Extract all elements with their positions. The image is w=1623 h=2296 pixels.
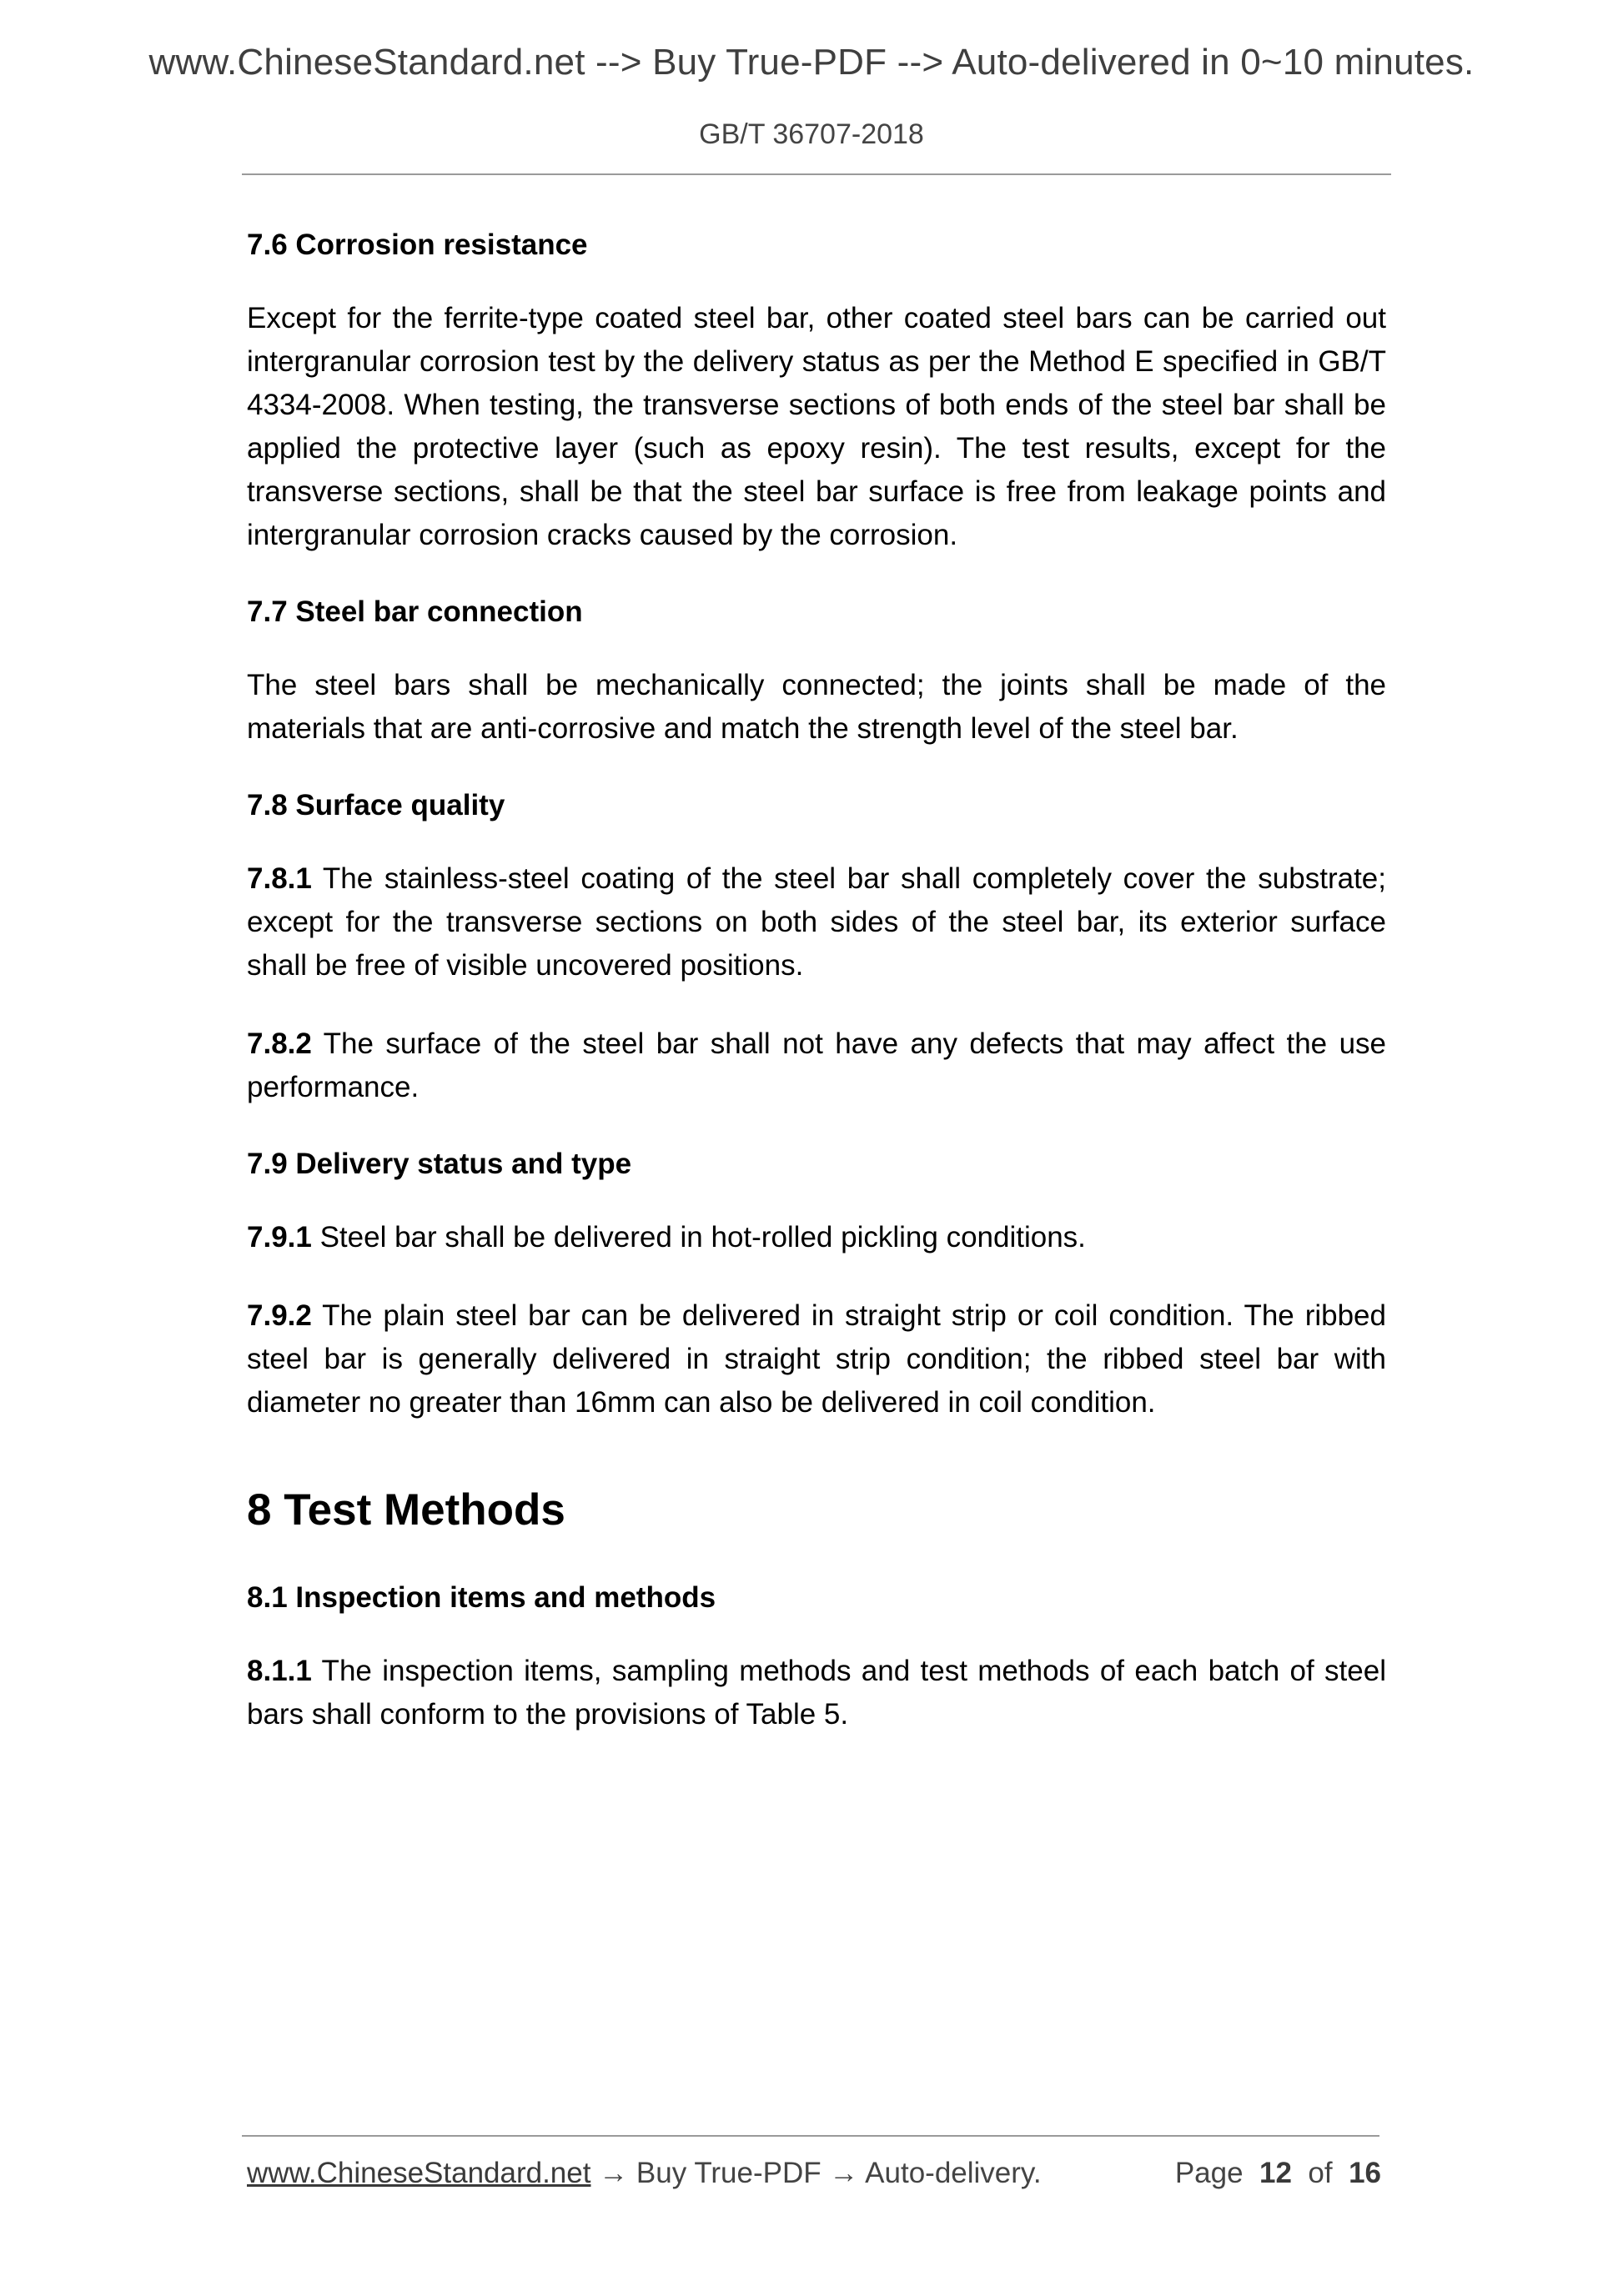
- clause-number: 7.8.2: [247, 1027, 312, 1060]
- footer-divider: [242, 2135, 1379, 2137]
- page-number: 12: [1259, 2157, 1292, 2189]
- clause-7-8-2: [247, 1022, 1386, 1109]
- clause-number: 7.9.2: [247, 1299, 312, 1332]
- clause-7-8-1: [247, 857, 1386, 987]
- heading-7-9: 7.9 Delivery status and type: [247, 1148, 632, 1180]
- clause-7-9-2: [247, 1294, 1386, 1424]
- clause-text: The plain steel bar can be delivered in straight strip or coil condition. The ribbed steel bar is generally delivered in straight strip condition; the ribbed steel bar with diameter no greater than 16mm can also be delivered in coil condition.: [247, 1299, 1386, 1419]
- top-banner: www.ChineseStandard.net --> Buy True-PDF --> Auto-delivered in 0~10 minutes.: [148, 42, 1475, 83]
- paragraph-7-6: Except for the ferrite-type coated steel bar, other coated steel bars can be carried out intergranular corrosion test by the delivery status as per the Method E specified in GB/T 4334-2008. When testing, the transverse sections of both ends of the steel bar shall be applied the protective layer (such as epoxy resin). The test results, except for the transverse sections, shall be that the steel bar surface is free from leakage points and intergranular corrosion cracks caused by the corrosion.: [247, 302, 1386, 551]
- clause-number: 8.1.1: [247, 1655, 312, 1687]
- clause-text: Steel bar shall be delivered in hot-rolled pickling conditions.: [311, 1221, 1086, 1254]
- total-pages: 16: [1349, 2157, 1381, 2189]
- of-label: of: [1308, 2157, 1333, 2189]
- heading-7-8: 7.8 Surface quality: [247, 789, 505, 821]
- heading-8-1: 8.1 Inspection items and methods: [247, 1581, 716, 1614]
- heading-7-6: 7.6 Corrosion resistance: [247, 229, 588, 261]
- standard-code: GB/T 36707-2018: [699, 118, 924, 150]
- paragraph-7-7: The steel bars shall be mechanically connected; the joints shall be made of the materials that are anti-corrosive and match the strength level of the steel bar.: [247, 669, 1386, 745]
- clause-text: The inspection items, sampling methods and test methods of each batch of steel bars shall conform to the provisions of Table 5.: [247, 1655, 1386, 1731]
- document-body: [247, 225, 1386, 1736]
- heading-8: 8 Test Methods: [247, 1485, 565, 1535]
- clause-7-9-1: [247, 1216, 1386, 1259]
- page-label: Page: [1174, 2157, 1244, 2189]
- clause-8-1-1: [247, 1650, 1386, 1736]
- clause-number: 7.9.1: [247, 1221, 312, 1254]
- clause-text: The surface of the steel bar shall not have any defects that may affect the use performance.: [247, 1027, 1386, 1103]
- header-divider: [242, 173, 1391, 175]
- footer-link[interactable]: www.ChineseStandard.net: [247, 2157, 591, 2189]
- clause-number: 7.8.1: [247, 862, 312, 895]
- footer-suffix: → Buy True-PDF → Auto-delivery.: [590, 2157, 1042, 2189]
- clause-text: The stainless-steel coating of the steel bar shall completely cover the substrate; except for the transverse sections on both sides of the steel bar, its exterior surface shall be free of visible uncovered positions.: [247, 862, 1386, 982]
- page-indicator: [1175, 2157, 1381, 2190]
- page-footer: [247, 2157, 1381, 2190]
- heading-7-7: 7.7 Steel bar connection: [247, 595, 583, 628]
